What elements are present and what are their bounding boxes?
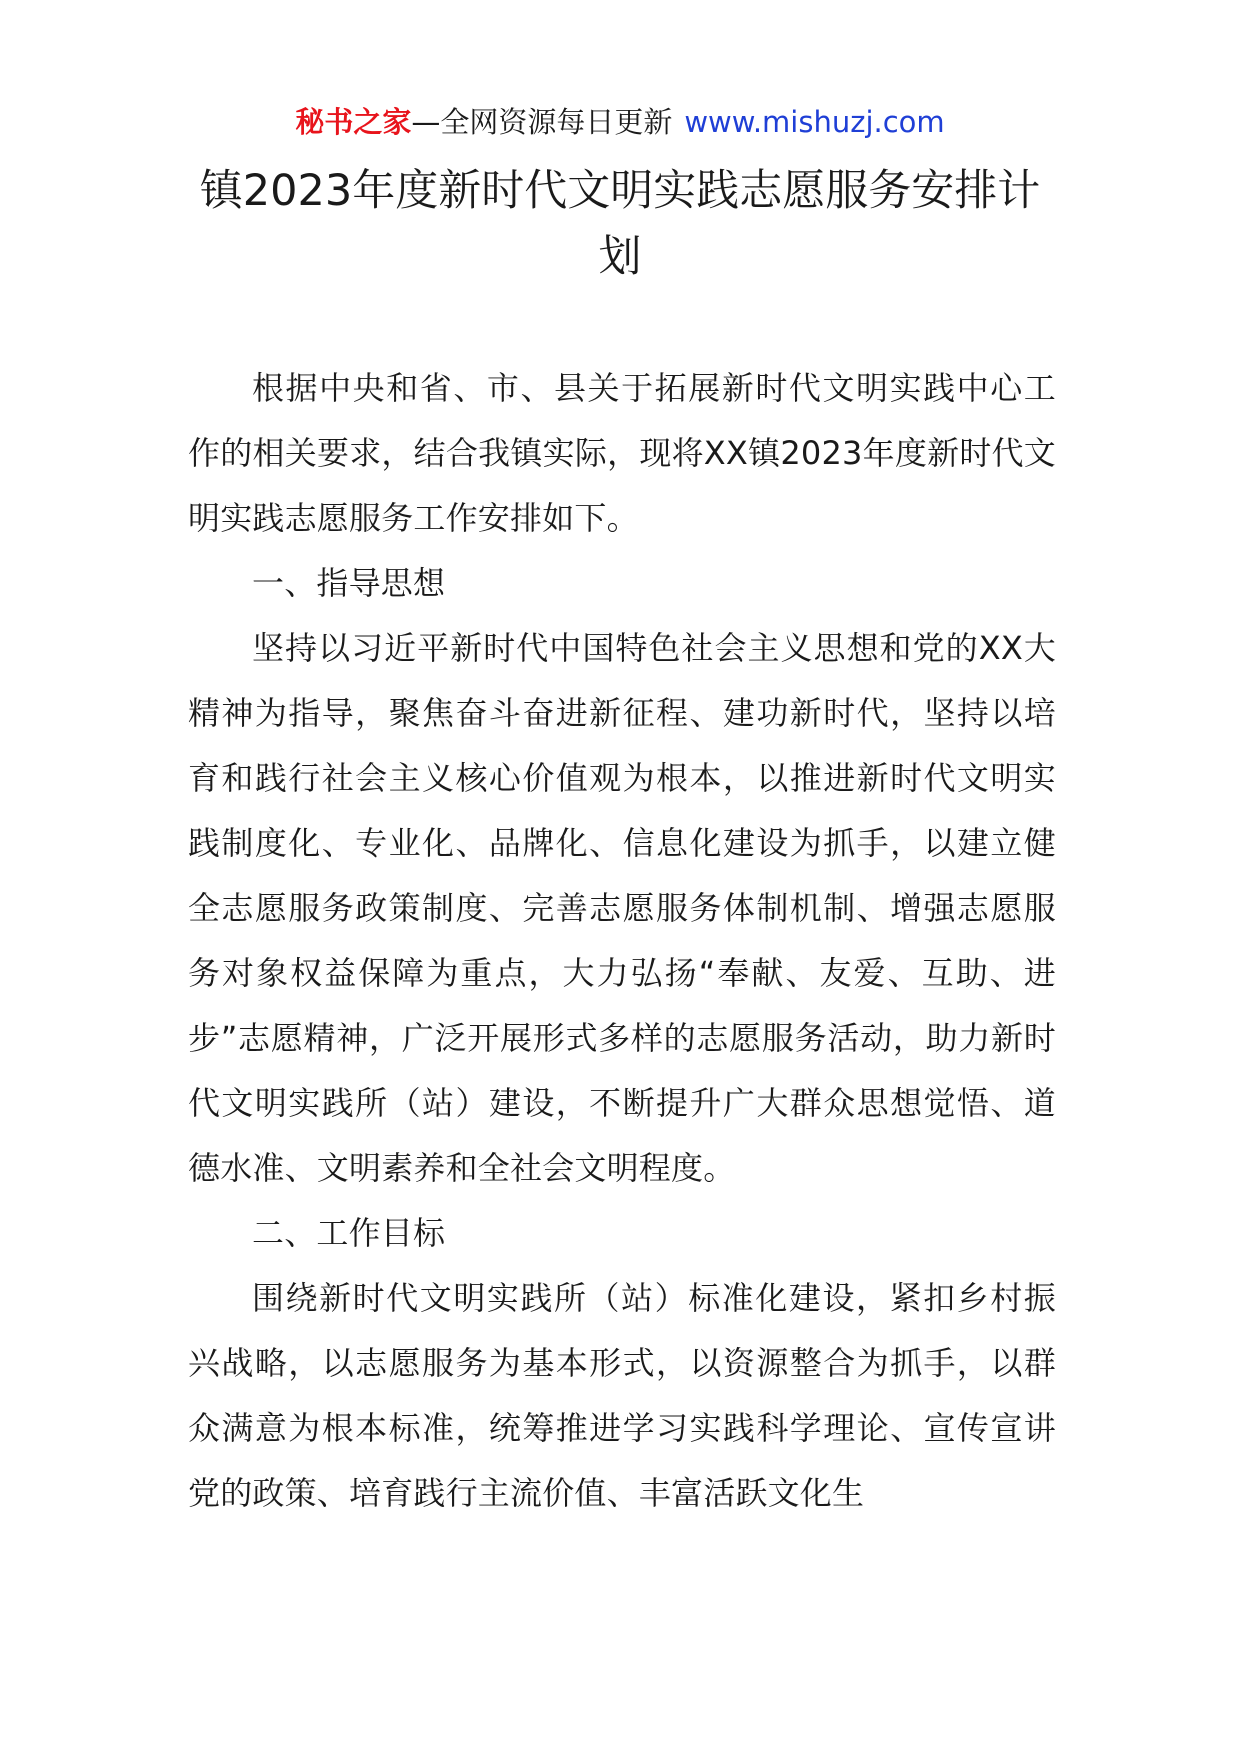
site-url-link[interactable]: www.mishuzj.com xyxy=(684,105,945,139)
section-heading-guiding-ideology: 一、指导思想 xyxy=(252,564,446,602)
header-dash: — xyxy=(411,105,441,139)
work-goals-paragraph: 围绕新时代文明实践所（站）标准化建设，紧扣乡村振兴战略，以志愿服务为基本形式，以资源整合为抓手，以群众满意为根本标准，统筹推进学习实践科学理论、宣传宣讲党的政策、培育践行主流价值、丰富活跃文化生 xyxy=(188,1279,1056,1512)
guiding-ideology-paragraph: 坚持以习近平新时代中国特色社会主义思想和党的XX大精神为指导，聚焦奋斗奋进新征程、建功新时代，坚持以培育和践行社会主义核心价值观为根本，以推进新时代文明实践制度化、专业化、品牌化、信息化建设为抓手，以建立健全志愿服务政策制度、完善志愿服务体制机制、增强志愿服务对象权益保障为重点，大力弘扬“奉献、友爱、互助、进步”志愿精神，广泛开展形式多样的志愿服务活动，助力新时代文明实践所（站）建设，不断提升广大群众思想觉悟、道德水准、文明素养和全社会文明程度。 xyxy=(188,629,1056,1187)
brand-name: 秘书之家 xyxy=(295,105,412,139)
document-body xyxy=(188,356,1056,1526)
site-header xyxy=(0,100,1240,144)
document-title: 镇2023年度新时代文明实践志愿服务安排计划 xyxy=(199,166,1041,282)
intro-paragraph: 根据中央和省、市、县关于拓展新时代文明实践中心工作的相关要求，结合我镇实际，现将XX镇2023年度新时代文明实践志愿服务工作安排如下。 xyxy=(188,369,1056,537)
header-tagline: 全网资源每日更新 xyxy=(440,105,673,139)
section-heading-work-goals: 二、工作目标 xyxy=(252,1214,446,1252)
